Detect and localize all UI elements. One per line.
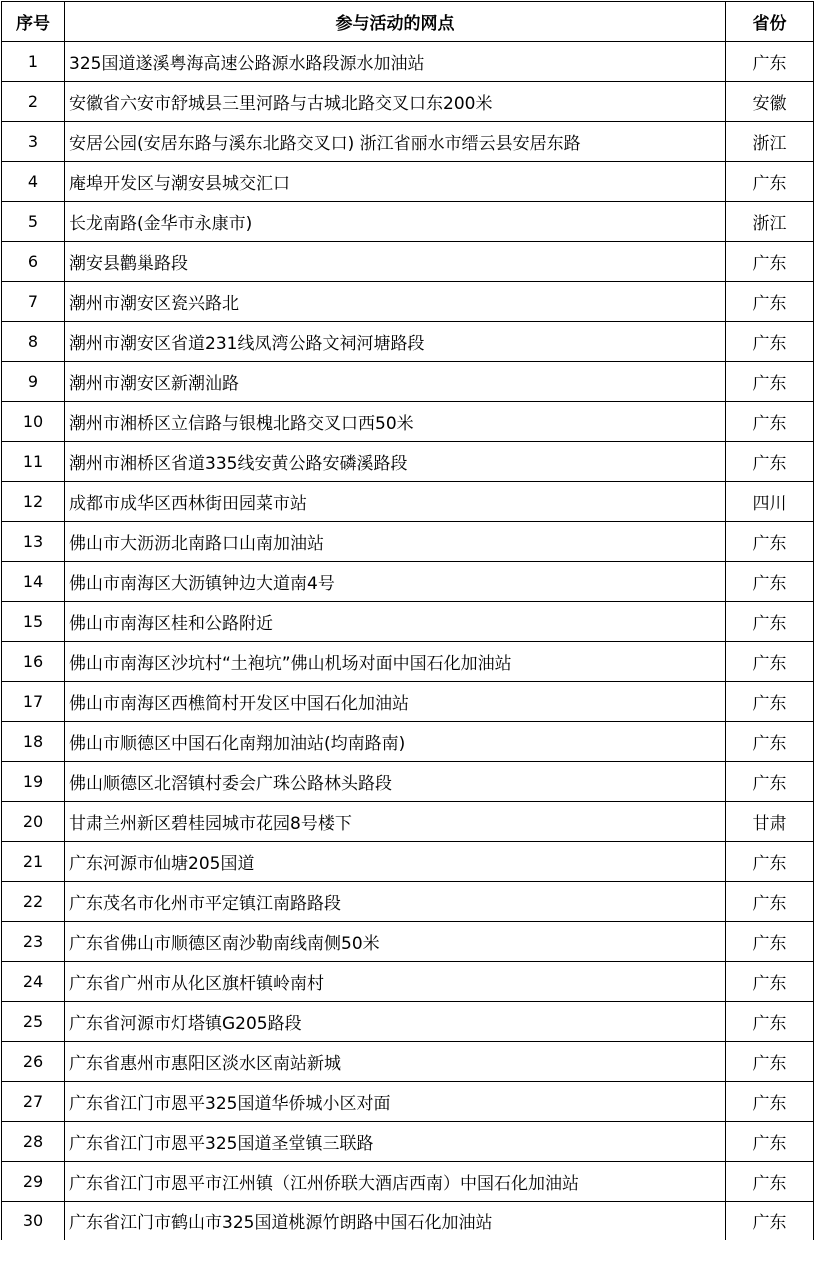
table-row [2, 562, 814, 602]
province: 广东 [726, 1202, 814, 1240]
table-row [2, 922, 814, 962]
outlet-address: 潮安县鹳巢路段 [65, 242, 726, 282]
row-number: 17 [2, 682, 65, 722]
row-number: 1 [2, 42, 65, 82]
row-number: 29 [2, 1162, 65, 1202]
outlet-address: 安徽省六安市舒城县三里河路与古城北路交叉口东200米 [65, 82, 726, 122]
table-row [2, 122, 814, 162]
table-row [2, 962, 814, 1002]
outlet-address: 佛山市南海区桂和公路附近 [65, 602, 726, 642]
outlet-address: 广东省江门市恩平325国道圣堂镇三联路 [65, 1122, 726, 1162]
outlet-address: 潮州市潮安区新潮汕路 [65, 362, 726, 402]
table-row [2, 82, 814, 122]
outlet-address: 潮州市湘桥区立信路与银槐北路交叉口西50米 [65, 402, 726, 442]
province: 广东 [726, 1002, 814, 1042]
outlet-address: 广东省广州市从化区旗杆镇岭南村 [65, 962, 726, 1002]
row-number: 14 [2, 562, 65, 602]
outlet-address: 广东省江门市恩平325国道华侨城小区对面 [65, 1082, 726, 1122]
row-number: 9 [2, 362, 65, 402]
table-row [2, 1082, 814, 1122]
province: 广东 [726, 562, 814, 602]
province: 甘肃 [726, 802, 814, 842]
row-number: 10 [2, 402, 65, 442]
outlet-address: 广东省江门市鹤山市325国道桃源竹朗路中国石化加油站 [65, 1202, 726, 1240]
outlet-address: 广东省江门市恩平市江州镇（江州侨联大酒店西南）中国石化加油站 [65, 1162, 726, 1202]
outlet-address: 潮州市潮安区瓷兴路北 [65, 282, 726, 322]
row-number: 30 [2, 1202, 65, 1240]
province: 广东 [726, 882, 814, 922]
outlet-address: 佛山顺德区北滘镇村委会广珠公路林头路段 [65, 762, 726, 802]
table-row [2, 482, 814, 522]
table-body [2, 42, 814, 1240]
outlet-address: 佛山市顺德区中国石化南翔加油站(均南路南) [65, 722, 726, 762]
table-row [2, 282, 814, 322]
outlet-address: 佛山市大沥沥北南路口山南加油站 [65, 522, 726, 562]
outlet-address: 潮州市湘桥区省道335线安黄公路安磷溪路段 [65, 442, 726, 482]
table-row [2, 1002, 814, 1042]
province: 安徽 [726, 82, 814, 122]
outlet-address: 潮州市潮安区省道231线凤湾公路文祠河塘路段 [65, 322, 726, 362]
province: 广东 [726, 1162, 814, 1202]
row-number: 18 [2, 722, 65, 762]
province: 广东 [726, 922, 814, 962]
province: 广东 [726, 242, 814, 282]
outlet-address: 广东河源市仙塘205国道 [65, 842, 726, 882]
table-row [2, 1042, 814, 1082]
row-number: 28 [2, 1122, 65, 1162]
outlet-address: 庵埠开发区与潮安县城交汇口 [65, 162, 726, 202]
table-row [2, 802, 814, 842]
row-number: 4 [2, 162, 65, 202]
province: 广东 [726, 1042, 814, 1082]
table-row [2, 1202, 814, 1240]
province: 四川 [726, 482, 814, 522]
table-row [2, 42, 814, 82]
outlet-address: 佛山市南海区大沥镇钟边大道南4号 [65, 562, 726, 602]
table-row [2, 722, 814, 762]
province: 浙江 [726, 202, 814, 242]
outlet-address: 长龙南路(金华市永康市) [65, 202, 726, 242]
outlet-address: 广东省佛山市顺德区南沙勒南线南侧50米 [65, 922, 726, 962]
table-row [2, 442, 814, 482]
province: 广东 [726, 642, 814, 682]
province: 广东 [726, 322, 814, 362]
outlet-address: 广东省河源市灯塔镇G205路段 [65, 1002, 726, 1042]
outlet-address: 成都市成华区西林街田园菜市站 [65, 482, 726, 522]
province: 广东 [726, 1122, 814, 1162]
header-outlet: 参与活动的网点 [65, 2, 726, 42]
outlet-address: 广东省惠州市惠阳区淡水区南站新城 [65, 1042, 726, 1082]
table-row [2, 762, 814, 802]
row-number: 5 [2, 202, 65, 242]
province: 广东 [726, 962, 814, 1002]
row-number: 27 [2, 1082, 65, 1122]
table-row [2, 522, 814, 562]
table-row [2, 642, 814, 682]
province: 广东 [726, 402, 814, 442]
province: 广东 [726, 762, 814, 802]
outlet-address: 广东茂名市化州市平定镇江南路路段 [65, 882, 726, 922]
province: 广东 [726, 442, 814, 482]
header-number: 序号 [2, 2, 65, 42]
row-number: 2 [2, 82, 65, 122]
table-row [2, 162, 814, 202]
province: 广东 [726, 1082, 814, 1122]
table-row [2, 1122, 814, 1162]
province: 广东 [726, 42, 814, 82]
row-number: 22 [2, 882, 65, 922]
province: 广东 [726, 522, 814, 562]
outlet-address: 325国道遂溪粤海高速公路源水路段源水加油站 [65, 42, 726, 82]
table-row [2, 402, 814, 442]
table-row [2, 1162, 814, 1202]
province: 广东 [726, 602, 814, 642]
province: 广东 [726, 362, 814, 402]
outlets-table [1, 1, 814, 1240]
outlet-address: 佛山市南海区沙坑村“土袍坑”佛山机场对面中国石化加油站 [65, 642, 726, 682]
table-row [2, 322, 814, 362]
province: 广东 [726, 682, 814, 722]
outlet-address: 佛山市南海区西樵简村开发区中国石化加油站 [65, 682, 726, 722]
table-row [2, 242, 814, 282]
outlet-address: 甘肃兰州新区碧桂园城市花园8号楼下 [65, 802, 726, 842]
row-number: 25 [2, 1002, 65, 1042]
province: 广东 [726, 842, 814, 882]
row-number: 21 [2, 842, 65, 882]
row-number: 19 [2, 762, 65, 802]
table-row [2, 202, 814, 242]
outlet-address: 安居公园(安居东路与溪东北路交叉口) 浙江省丽水市缙云县安居东路 [65, 122, 726, 162]
table-row [2, 602, 814, 642]
province: 广东 [726, 162, 814, 202]
row-number: 24 [2, 962, 65, 1002]
table-row [2, 842, 814, 882]
province: 浙江 [726, 122, 814, 162]
row-number: 16 [2, 642, 65, 682]
row-number: 11 [2, 442, 65, 482]
province: 广东 [726, 722, 814, 762]
row-number: 15 [2, 602, 65, 642]
table-row [2, 362, 814, 402]
table-row [2, 882, 814, 922]
row-number: 6 [2, 242, 65, 282]
row-number: 23 [2, 922, 65, 962]
header-province: 省份 [726, 2, 814, 42]
row-number: 3 [2, 122, 65, 162]
province: 广东 [726, 282, 814, 322]
table-row [2, 682, 814, 722]
row-number: 26 [2, 1042, 65, 1082]
row-number: 12 [2, 482, 65, 522]
row-number: 13 [2, 522, 65, 562]
row-number: 8 [2, 322, 65, 362]
row-number: 7 [2, 282, 65, 322]
header-row [2, 2, 814, 42]
row-number: 20 [2, 802, 65, 842]
